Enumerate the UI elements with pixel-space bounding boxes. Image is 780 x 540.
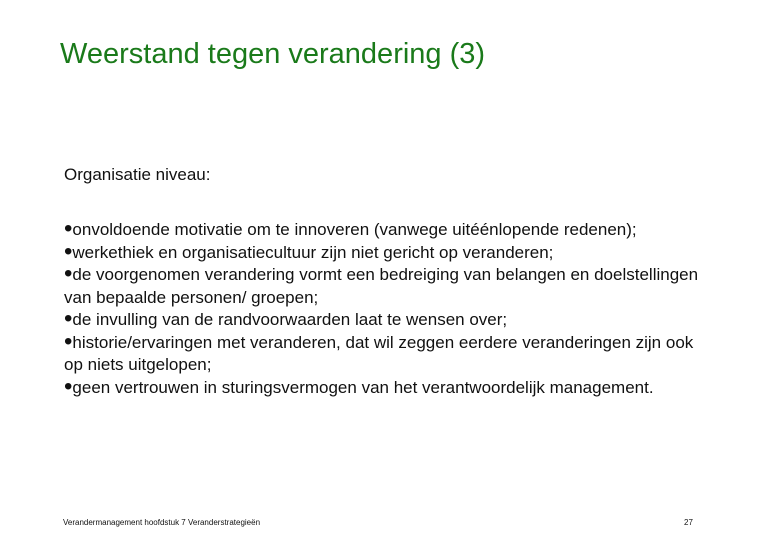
bullet-item: [64, 305, 704, 332]
bullet-text: werkethiek en organisatiecultuur zijn niet gericht op veranderen;: [72, 242, 554, 262]
bullet-icon: •: [64, 305, 73, 332]
bullet-item: [64, 260, 704, 309]
bullet-icon: •: [64, 260, 73, 287]
bullet-item: [64, 237, 704, 265]
bullet-item: [64, 372, 704, 400]
bullet-item: [64, 327, 704, 377]
bullet-text: de invulling van de randvoorwaarden laat te wensen over;: [72, 310, 508, 329]
bullet-text: historie/ervaringen met veranderen, dat wil zeggen eerdere veranderingen zijn ook op niets uitgelopen;: [64, 332, 694, 374]
page-number: 27: [684, 518, 693, 527]
section-heading: Organisatie niveau:: [64, 165, 211, 184]
bullet-icon: •: [64, 215, 73, 242]
bullet-icon: •: [64, 237, 73, 265]
bullet-icon: •: [64, 327, 73, 355]
slide-title: Weerstand tegen verandering (3): [60, 38, 486, 70]
bullet-text: onvoldoende motivatie om te innoveren (vanwege uitéénlopende redenen);: [72, 220, 637, 239]
footer-source: Verandermanagement hoofdstuk 7 Veranderstrategieën: [63, 518, 261, 527]
bullet-item: [64, 215, 704, 242]
bullet-icon: •: [64, 372, 73, 400]
bullet-text: de voorgenomen verandering vormt een bedreiging van belangen en doelstellingen van bepaalde personen/ groepen;: [64, 265, 699, 307]
bullet-text: geen vertrouwen in sturingsvermogen van het verantwoordelijk management.: [72, 377, 654, 397]
bullet-list: [64, 215, 704, 400]
